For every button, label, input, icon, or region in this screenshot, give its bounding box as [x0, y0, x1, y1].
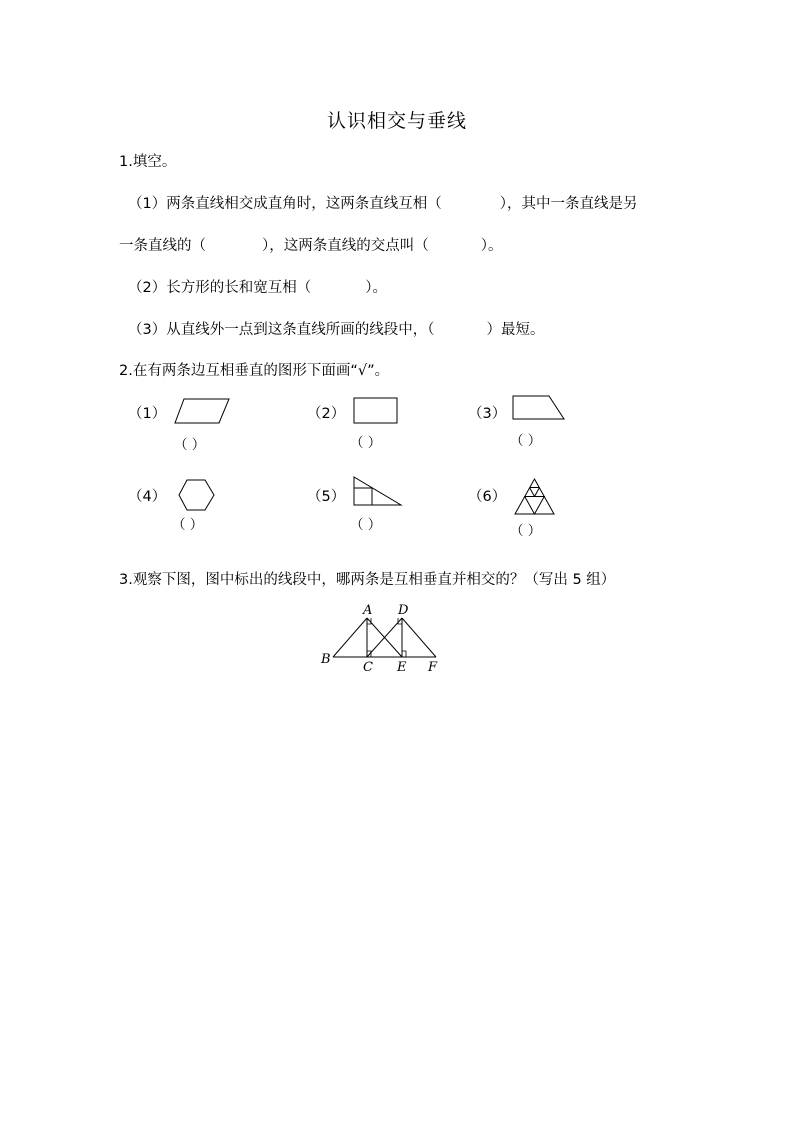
q2-item-2-answer[interactable]: （ ） [350, 435, 382, 451]
hexagon-shape [178, 479, 216, 511]
q1-p2-line [128, 276, 387, 297]
label-d: D [398, 603, 409, 618]
q1-p1-text-a: （1）两条直线相交成直角时，这两条直线互相（ [128, 196, 442, 212]
q2-item-6-label: （6） [468, 489, 507, 505]
q2-item-2-label: （2） [307, 406, 346, 422]
right-triangle-shape [353, 476, 403, 506]
segment-df [402, 618, 436, 657]
q2-item-4-answer[interactable]: （ ） [172, 517, 204, 533]
label-c: C [363, 660, 373, 675]
q2-item-5-answer[interactable]: （ ） [350, 517, 382, 533]
q2-item-5-label: （5） [307, 489, 346, 505]
parallelogram-shape [174, 398, 230, 424]
geometry-figure [320, 600, 444, 674]
label-b: B [321, 652, 331, 667]
q2-item-1-label: （1） [128, 406, 167, 422]
q1-p1-line2 [119, 234, 503, 255]
q2-item-6-answer[interactable]: （ ） [510, 523, 542, 539]
q1-p3-text-b: ）最短。 [486, 322, 545, 338]
rectangle-shape [353, 397, 399, 425]
q1-p1-text-e: ）。 [480, 238, 503, 254]
q2-heading: 2.在有两条边互相垂直的图形下面画“√”。 [119, 363, 390, 379]
page-title: 认识相交与垂线 [326, 110, 467, 132]
q2-item-3-label: （3） [468, 406, 507, 422]
right-trapezoid-shape [512, 395, 566, 421]
q1-p3-line [128, 318, 544, 339]
label-f: F [428, 660, 438, 675]
q1-p1-text-b: ），其中一条直线是另 [499, 196, 638, 212]
subdivided-triangle-shape [514, 478, 556, 516]
q1-p3-text-a: （3）从直线外一点到这条直线所画的线段中，（ [128, 322, 435, 338]
q2-item-4-label: （4） [128, 489, 167, 505]
right-angle-e [402, 651, 406, 657]
segment-ab [333, 618, 367, 657]
q1-p1-text-d: ），这两条直线的交点叫（ [262, 238, 429, 254]
q1-p1-text-c: 一条直线的（ [119, 238, 206, 254]
q2-item-3-answer[interactable]: （ ） [510, 433, 542, 449]
label-e: E [397, 660, 407, 675]
q1-p2-text-a: （2）长方形的长和宽互相（ [128, 280, 312, 296]
q2-item-1-answer[interactable]: （ ） [174, 437, 206, 453]
q1-p2-text-b: ）。 [365, 280, 387, 296]
q3-heading: 3.观察下图，图中标出的线段中，哪两条是互相垂直并相交的？（写出 5 组） [119, 572, 616, 588]
q1-heading: 1.填空。 [119, 154, 177, 170]
label-a: A [363, 603, 373, 618]
q1-p1-line1 [128, 192, 637, 213]
